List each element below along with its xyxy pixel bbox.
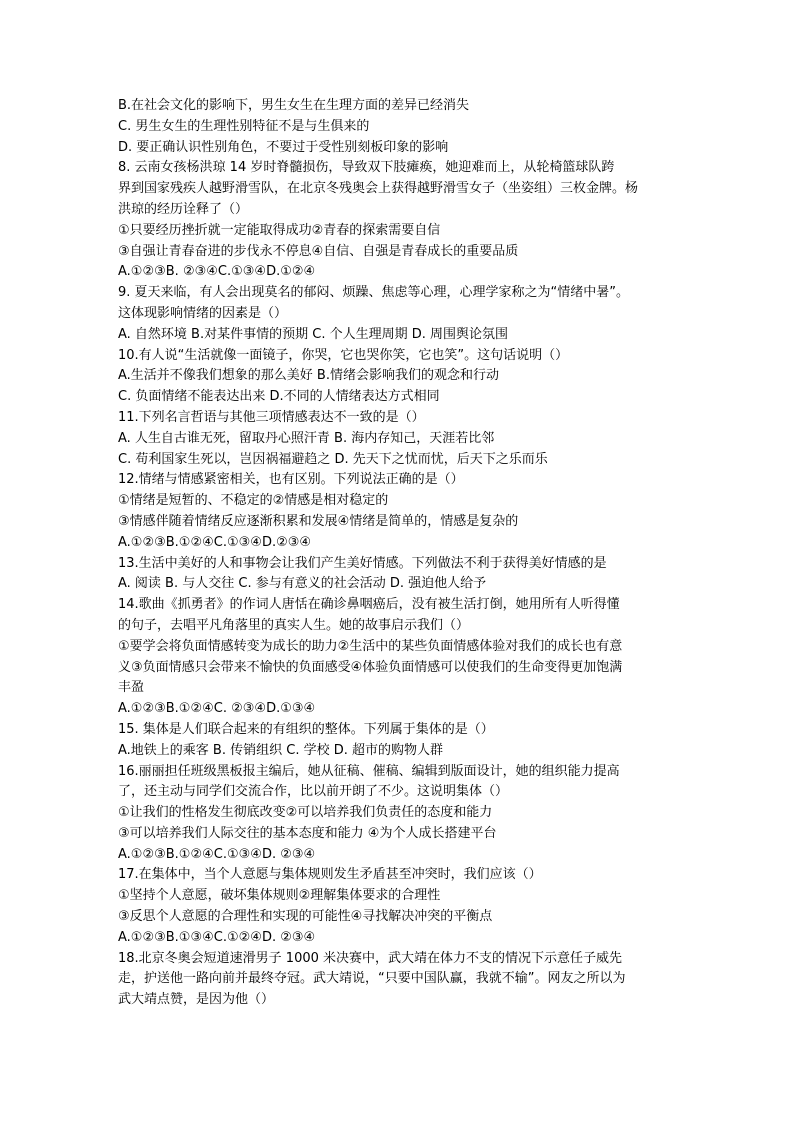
text-line: ③反思个人意愿的合理性和实现的可能性④寻找解决冲突的平衡点 [118, 909, 493, 925]
answer-options: A.生活并不像我们想象的那么美好 B.情绪会影响我们的观念和行动 [118, 368, 499, 384]
text-line: D. 要正确认识性别角色，不要过于受性别刻板印象的影响 [118, 139, 449, 155]
question-10: 10.有人说“生活就像一面镜子，你哭，它也哭你笑，它也笑”。这句话说明（） [118, 347, 569, 363]
text-line: 武大靖点赞，是因为他（） [118, 992, 275, 1008]
question-17: 17.在集体中，当个人意愿与集体规则发生矛盾甚至冲突时，我们应该（） [118, 867, 542, 883]
text-line: 走，护送他一路向前并最终夺冠。武大靖说，“只要中国队赢，我就不输”。网友之所以为 [118, 971, 626, 987]
answer-options: C. 苟利国家生死以，岂因祸福避趋之 D. 先天下之忧而忧，后天下之乐而乐 [118, 451, 548, 467]
question-11: 11.下列名言哲语与其他三项情感表达不一致的是（） [118, 409, 425, 425]
text-line: 这体现影响情绪的因素是（） [118, 305, 288, 321]
question-16: 16.丽丽担任班级黑板报主编后，她从征稿、催稿、编辑到版面设计，她的组织能力提高 [118, 763, 620, 779]
text-line: 了，还主动与同学们交流合作，比以前开朗了不少。这说明集体（） [118, 784, 509, 800]
text-line: 丰盈 [118, 680, 145, 696]
text-line: ③情感伴随着情绪反应逐渐积累和发展④情绪是简单的，情感是复杂的 [118, 513, 519, 529]
text-line: ①要学会将负面情感转变为成长的助力②生活中的某些负面情感体验对我们的成长也有意 [118, 638, 623, 654]
text-line: 的句子，去唱平凡角落里的真实人生。她的故事启示我们（） [118, 617, 470, 633]
answer-options: A. 自然环境 B.对某件事情的预期 C. 个人生理周期 D. 周围舆论氛围 [118, 326, 508, 342]
answer-options: C. 负面情绪不能表达出来 D.不同的人情绪表达方式相同 [118, 389, 440, 405]
text-line: ③自强让青春奋进的步伐永不停息④自信、自强是青春成长的重要品质 [118, 243, 519, 259]
answer-options: A.①②③B.①③④C.①②④D. ②③④ [118, 929, 316, 945]
answer-options: A.①②③B.①②④C. ②③④D.①③④ [118, 701, 316, 717]
question-8: 8. 云南女孩杨洪琼 14 岁时脊髓损伤，导致双下肢瘫痪，她迎难而上，从轮椅篮球队跨 [118, 160, 615, 176]
answer-options: A.地铁上的乘客 B. 传销组织 C. 学校 D. 超市的购物人群 [118, 742, 443, 758]
text-line: C. 男生女生的生理性别特征不是与生俱来的 [118, 118, 370, 134]
text-line: 界到国家残疾人越野滑雪队，在北京冬残奥会上获得越野滑雪女子（坐姿组）三枚金牌。杨 [118, 181, 639, 197]
question-9: 9. 夏天来临，有人会出现莫名的郁闷、烦躁、焦虑等心理，心理学家称之为“情绪中暑”。 [118, 285, 630, 301]
answer-options: A. 阅读 B. 与人交往 C. 参与有意义的社会活动 D. 强迫他人给予 [118, 576, 487, 592]
text-line: 洪琼的经历诠释了（） [118, 201, 249, 217]
text-line: 义③负面情感只会带来不愉快的负面感受④体验负面情感可以使我们的生命变得更加饱满 [118, 659, 623, 675]
text-line: ①让我们的性格发生彻底改变②可以培养我们负责任的态度和能力 [118, 805, 493, 821]
text-line: ③可以培养我们人际交往的基本态度和能力 ④为个人成长搭建平台 [118, 825, 497, 841]
question-18: 18.北京冬奥会短道速滑男子 1000 米决赛中，武大靖在体力不支的情况下示意任子威先 [118, 950, 623, 966]
question-14: 14.歌曲《抓勇者》的作词人唐恬在确诊鼻咽癌后，没有被生活打倒，她用所有人听得懂 [118, 597, 620, 613]
question-12: 12.情绪与情感紧密相关，也有区别。下列说法正确的是（） [118, 472, 464, 488]
answer-options: A.①②③B.①②④C.①③④D. ②③④ [118, 846, 316, 862]
answer-options: A.①②③B.①②④C.①③④D.②③④ [118, 534, 312, 550]
question-13: 13.生活中美好的人和事物会让我们产生美好情感。下列做法不利于获得美好情感的是 [118, 555, 607, 571]
text-line: ①情绪是短暂的、不稳定的②情感是相对稳定的 [118, 493, 389, 509]
answer-options: A. 人生自古谁无死，留取丹心照汗青 B. 海内存知己，天涯若比邻 [118, 430, 495, 446]
text-line: B.在社会文化的影响下，男生女生在生理方面的差异已经消失 [118, 98, 470, 113]
document-page [118, 96, 678, 1011]
text-line: ①坚持个人意愿，破坏集体规则②理解集体要求的合理性 [118, 888, 441, 904]
question-15: 15. 集体是人们联合起来的有组织的整体。下列属于集体的是（） [118, 721, 494, 737]
text-line: ①只要经历挫折就一定能取得成功②青春的探索需要自信 [118, 222, 441, 238]
answer-options: A.①②③B. ②③④C.①③④D.①②④ [118, 264, 316, 280]
